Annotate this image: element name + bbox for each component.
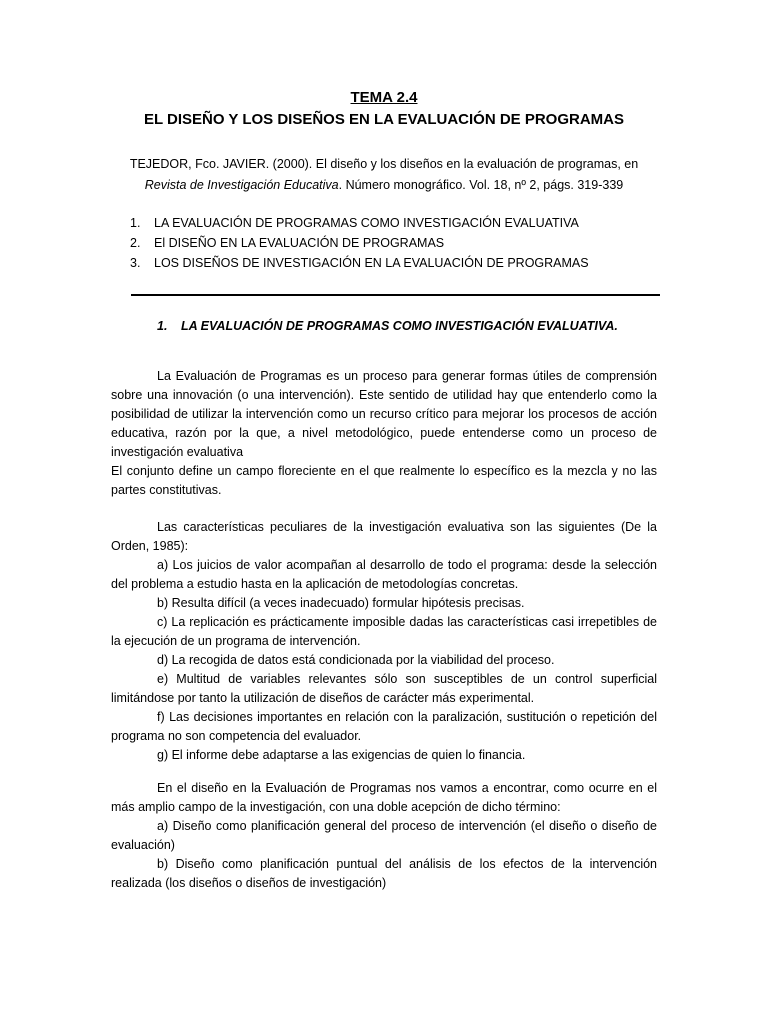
section-number: 1. bbox=[157, 319, 168, 333]
document-title: TEMA 2.4 bbox=[350, 89, 418, 106]
paragraph: Las características peculiares de la investigación evaluativa son las siguientes (De la Orden, 1985): bbox=[111, 520, 657, 553]
toc-item bbox=[130, 253, 589, 273]
toc-item bbox=[130, 233, 589, 253]
horizontal-divider bbox=[131, 294, 660, 296]
reference-details: . Número monográfico. Vol. 18, nº 2, págs. 319-339 bbox=[338, 178, 624, 192]
toc-item-label: El DISEÑO EN LA EVALUACIÓN DE PROGRAMAS bbox=[154, 236, 445, 250]
characteristic-item: d) La recogida de datos está condicionada por la viabilidad del proceso. bbox=[157, 653, 555, 667]
table-of-contents bbox=[130, 213, 589, 273]
toc-item-label: LA EVALUACIÓN DE PROGRAMAS COMO INVESTIGACIÓN EVALUATIVA bbox=[154, 216, 579, 230]
toc-item-number: 1. bbox=[130, 216, 141, 230]
paragraph: La Evaluación de Programas es un proceso para generar formas útiles de comprensión sobre una innovación (o una intervención). Este sentido de utilidad hay que entenderlo como la posibilidad de utilizar la intervención como un recurso crítico para mejorar los procesos de acción educativa, razón por la que, a nivel metodológico, puede entenderse como un proceso de investigación evaluativa bbox=[111, 369, 657, 459]
toc-item-number: 3. bbox=[130, 256, 141, 270]
characteristic-item: c) La replicación es prácticamente imposible dadas las características casi irrepetibles de la ejecución de un programa de intervención. bbox=[111, 615, 657, 648]
reference-line-2 bbox=[0, 175, 768, 195]
characteristic-item: a) Los juicios de valor acompañan al desarrollo de todo el programa: desde la selección del problema a estudio hasta en la aplicación de metodologías concretas. bbox=[111, 558, 657, 591]
section-body-block-2 bbox=[111, 518, 657, 765]
characteristic-item: g) El informe debe adaptarse a las exigencias de quien lo financia. bbox=[157, 748, 526, 762]
section-heading bbox=[157, 316, 618, 336]
section-heading-text: LA EVALUACIÓN DE PROGRAMAS COMO INVESTIGACIÓN EVALUATIVA. bbox=[181, 319, 618, 333]
characteristic-item: e) Multitud de variables relevantes sólo son susceptibles de un control superficial limitándose por tanto la utilización de diseños de carácter más experimental. bbox=[111, 672, 657, 705]
journal-name: Revista de Investigación Educativa bbox=[144, 178, 339, 192]
toc-item bbox=[130, 213, 589, 233]
document-subtitle: EL DISEÑO Y LOS DISEÑOS EN LA EVALUACIÓN DE PROGRAMAS bbox=[143, 111, 625, 128]
paragraph: En el diseño en la Evaluación de Programas nos vamos a encontrar, como ocurre en el más amplio campo de la investigación, con una doble acepción de dicho término: bbox=[111, 781, 657, 814]
toc-item-label: LOS DISEÑOS DE INVESTIGACIÓN EN LA EVALUACIÓN DE PROGRAMAS bbox=[154, 256, 589, 270]
section-body-block-3 bbox=[111, 779, 657, 893]
section-body-block-1 bbox=[111, 367, 657, 500]
design-item: a) Diseño como planificación general del proceso de intervención (el diseño o diseño de evaluación) bbox=[111, 819, 657, 852]
characteristic-item: b) Resulta difícil (a veces inadecuado) formular hipótesis precisas. bbox=[157, 596, 525, 610]
paragraph: El conjunto define un campo floreciente en el que realmente lo específico es la mezcla y no las partes constitutivas. bbox=[111, 464, 657, 497]
design-item: b) Diseño como planificación puntual del análisis de los efectos de la intervención realizada (los diseños o diseños de investigación) bbox=[111, 857, 657, 890]
characteristic-item: f) Las decisiones importantes en relación con la paralización, sustitución o repetición del programa no son competencia del evaluador. bbox=[111, 710, 657, 743]
reference-line-1: TEJEDOR, Fco. JAVIER. (2000). El diseño y los diseños en la evaluación de programas, en bbox=[129, 157, 639, 171]
toc-item-number: 2. bbox=[130, 236, 141, 250]
